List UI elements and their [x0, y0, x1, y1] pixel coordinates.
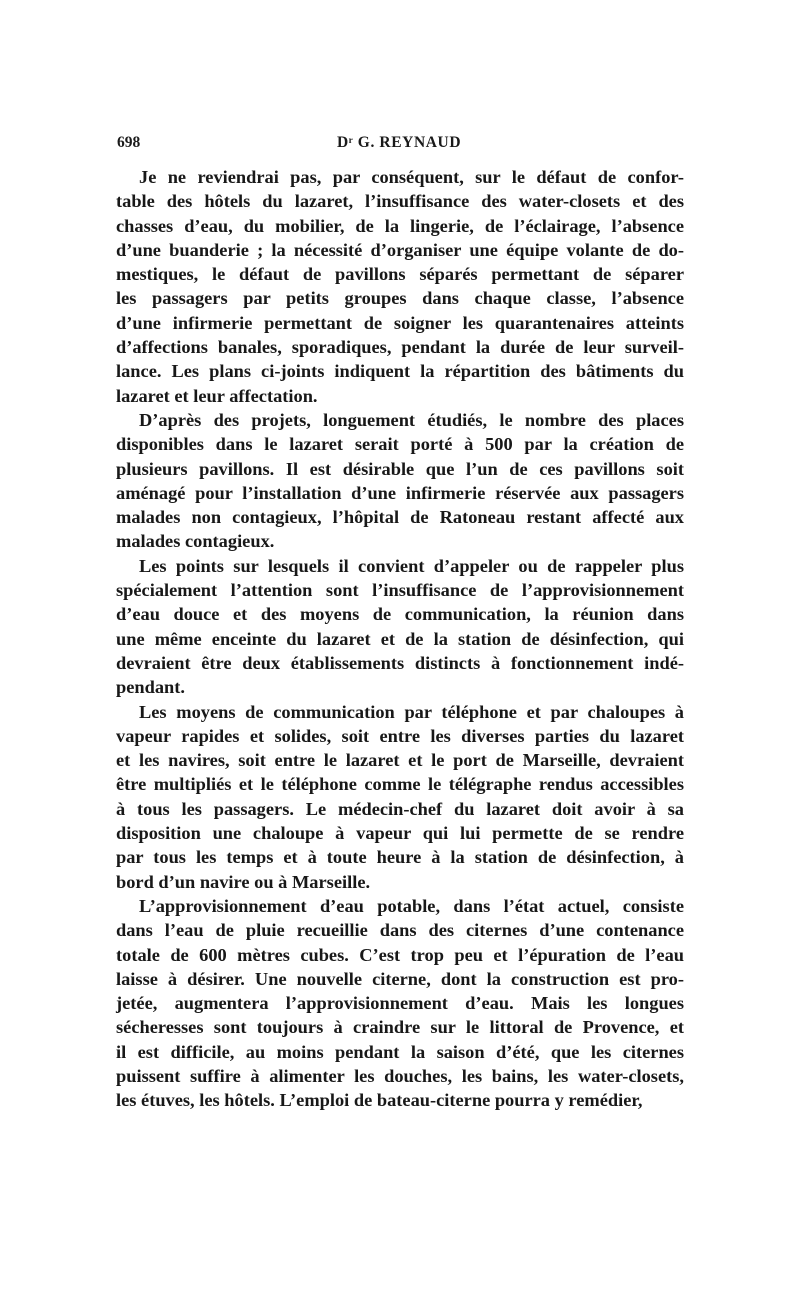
text-line: être multipliés et le téléphone comme le télégraphe rendus accessibles — [116, 774, 684, 795]
text-line: il est difficile, au moins pendant la saison d’été, que les citernes — [116, 1041, 684, 1062]
page-number: 698 — [117, 134, 141, 151]
text-line: Les moyens de communication par téléphone et par chaloupes à — [139, 701, 684, 722]
text-line: plusieurs pavillons. Il est désirable que l’un de ces pavillons soit — [116, 458, 684, 479]
text-line: mestiques, le défaut de pavillons séparés permettant de séparer — [116, 264, 684, 285]
body-text — [116, 165, 684, 1113]
text-line: devraient être deux établissements distincts à fonctionnement indé- — [116, 652, 684, 673]
text-line: chasses d’eau, du mobilier, de la lingerie, de l’éclairage, l’absence — [116, 215, 684, 236]
text-line: totale de 600 mètres cubes. C’est trop peu et l’épuration de l’eau — [116, 944, 684, 965]
text-line: spécialement l’attention sont l’insuffisance de l’approvisionnement — [116, 580, 684, 601]
text-line: jetée, augmentera l’approvisionnement d’eau. Mais les longues — [116, 993, 684, 1014]
text-line: pendant. — [116, 677, 185, 698]
text-line: malades contagieux. — [116, 531, 275, 552]
text-line: sécheresses sont toujours à craindre sur le littoral de Provence, et — [116, 1017, 684, 1038]
text-line: laisse à désirer. Une nouvelle citerne, dont la construction est pro- — [116, 968, 684, 989]
paragraph — [116, 165, 684, 408]
running-head: Dʳ G. REYNAUD — [337, 134, 462, 151]
text-line: les passagers par petits groupes dans chaque classe, l’absence — [116, 288, 684, 309]
text-line: Je ne reviendrai pas, par conséquent, sur le défaut de confor- — [139, 167, 684, 187]
paragraph — [116, 700, 684, 894]
text-line: lazaret et leur affectation. — [116, 385, 318, 406]
text-line: par tous les temps et à toute heure à la station de désinfection, à — [116, 847, 684, 868]
text-line: puissent suffire à alimenter les douches, les bains, les water-closets, — [116, 1065, 684, 1086]
text-line: aménagé pour l’installation d’une infirmerie réservée aux passagers — [116, 482, 684, 503]
text-line: d’une infirmerie permettant de soigner les quarantenaires atteints — [116, 312, 684, 333]
text-line: disponibles dans le lazaret serait porté à 500 par la création de — [116, 434, 684, 455]
text-line: à tous les passagers. Le médecin-chef du lazaret doit avoir à sa — [116, 798, 684, 819]
text-line: et les navires, soit entre le lazaret et le port de Marseille, devraient — [116, 750, 684, 771]
text-line: une même enceinte du lazaret et de la station de désinfection, qui — [116, 628, 684, 649]
text-line: lance. Les plans ci-joints indiquent la répartition des bâtiments du — [116, 361, 684, 382]
text-line: d’eau douce et des moyens de communication, la réunion dans — [116, 604, 684, 625]
text-line: table des hôtels du lazaret, l’insuffisance des water-closets et des — [116, 191, 684, 212]
text-line: les étuves, les hôtels. L’emploi de bateau-citerne pourra y remédier, — [116, 1090, 643, 1111]
text-line: D’après des projets, longuement étudiés, le nombre des places — [139, 409, 684, 430]
paragraph — [116, 408, 684, 554]
text-line: d’une buanderie ; la nécessité d’organiser une équipe volante de do- — [116, 239, 684, 260]
paragraph — [116, 554, 684, 700]
text-line: dans l’eau de pluie recueillie dans des citernes d’une contenance — [116, 920, 684, 941]
text-line: vapeur rapides et solides, soit entre les diverses parties du lazaret — [116, 725, 684, 746]
text-line: malades non contagieux, l’hôpital de Ratoneau restant affecté aux — [116, 507, 684, 528]
text-line: L’approvisionnement d’eau potable, dans l’état actuel, consiste — [139, 895, 684, 916]
paragraph — [116, 894, 684, 1113]
text-line: d’affections banales, sporadiques, pendant la durée de leur surveil- — [116, 337, 684, 358]
page-header — [117, 134, 685, 156]
text-line: bord d’un navire ou à Marseille. — [116, 871, 371, 892]
text-line: disposition une chaloupe à vapeur qui lui permette de se rendre — [116, 823, 684, 844]
text-line: Les points sur lesquels il convient d’appeler ou de rappeler plus — [139, 555, 684, 576]
